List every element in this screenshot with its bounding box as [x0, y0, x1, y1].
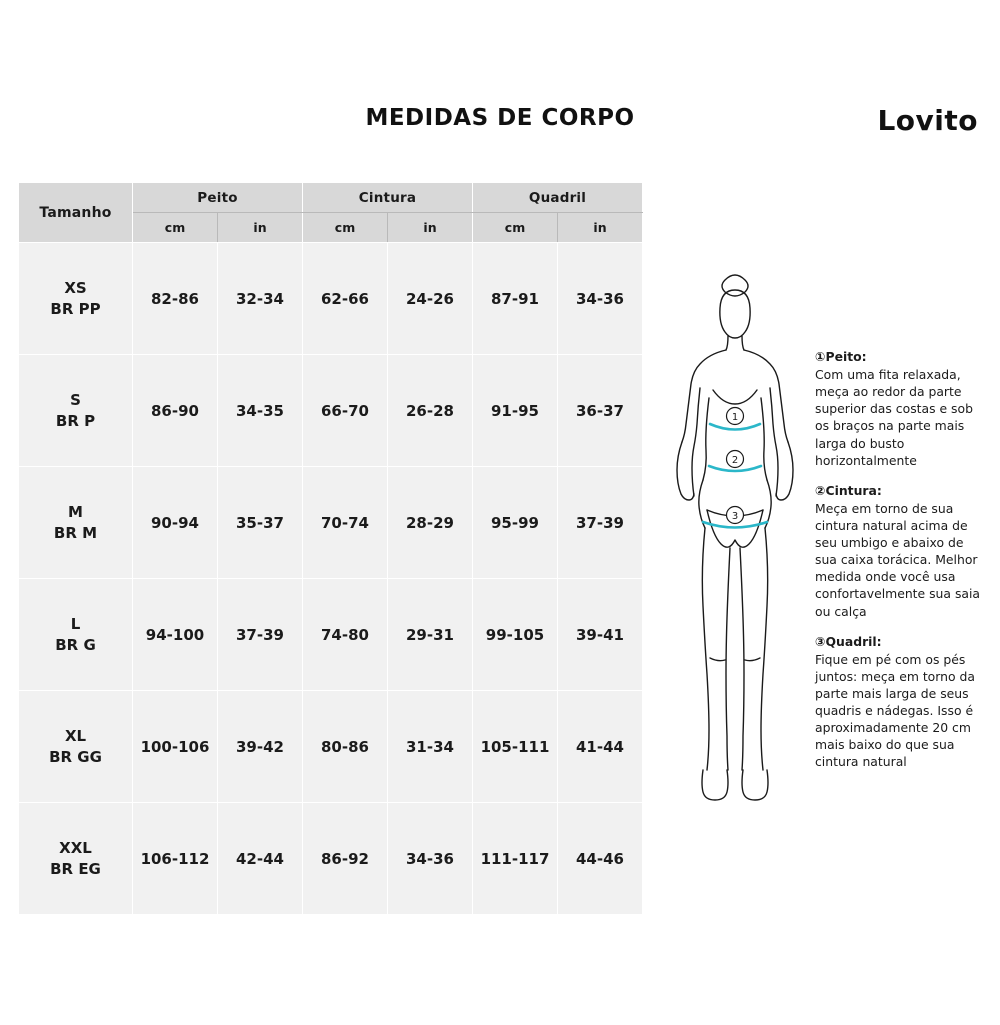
cell-waist-in: 24-26 [388, 243, 473, 355]
note-chest [815, 348, 987, 469]
marker-1-label: 1 [731, 412, 739, 423]
cell-waist-in: 31-34 [388, 691, 473, 803]
cell-chest-in: 34-35 [218, 355, 303, 467]
header-unit-waist-in: in [388, 213, 473, 243]
cell-chest-cm: 106-112 [133, 803, 218, 915]
cell-hip-cm: 91-95 [473, 355, 558, 467]
cell-chest-cm: 100-106 [133, 691, 218, 803]
note-chest-title: ①Peito: [815, 349, 867, 364]
header-unit-chest-in: in [218, 213, 303, 243]
header-unit-chest-cm: cm [133, 213, 218, 243]
cell-chest-in: 39-42 [218, 691, 303, 803]
header-size: Tamanho [19, 183, 133, 243]
cell-size [19, 243, 133, 355]
cell-size [19, 691, 133, 803]
table-row [19, 243, 643, 355]
header-group-chest: Peito [133, 183, 303, 213]
cell-chest-in: 37-39 [218, 579, 303, 691]
cell-hip-cm: 99-105 [473, 579, 558, 691]
cell-chest-in: 32-34 [218, 243, 303, 355]
note-hip-body: Fique em pé com os pés juntos: meça em torno da parte mais larga de seus quadris e nádegas. Isso é aproximadamente 20 cm mais baixo do que sua cintura natural [815, 651, 975, 770]
header-unit-waist-cm: cm [303, 213, 388, 243]
cell-hip-in: 37-39 [558, 467, 643, 579]
cell-chest-cm: 90-94 [133, 467, 218, 579]
note-chest-body: Com uma fita relaxada, meça ao redor da parte superior das costas e sob os braços na parte mais larga do busto horizontalmente [815, 367, 973, 468]
table-row [19, 691, 643, 803]
figure-markers [655, 258, 815, 848]
header-unit-hip-in: in [558, 213, 643, 243]
cell-hip-cm: 87-91 [473, 243, 558, 355]
marker-3-label: 3 [731, 511, 739, 522]
cell-waist-cm: 62-66 [303, 243, 388, 355]
cell-waist-in: 28-29 [388, 467, 473, 579]
note-hip-title: ③Quadril: [815, 633, 882, 649]
cell-waist-cm: 86-92 [303, 803, 388, 915]
cell-size [19, 579, 133, 691]
cell-hip-in: 44-46 [558, 803, 643, 915]
cell-size [19, 355, 133, 467]
size-chart-table [18, 182, 643, 915]
cell-chest-in: 35-37 [218, 467, 303, 579]
size-label-br: BR M [53, 523, 98, 542]
size-label-primary: XXL [59, 839, 92, 858]
table-header-group-row [19, 183, 643, 213]
brand-logo: Lovito [877, 104, 978, 137]
header-group-hip: Quadril [473, 183, 643, 213]
cell-hip-cm: 95-99 [473, 467, 558, 579]
size-label-primary: XS [64, 279, 87, 298]
cell-chest-cm: 86-90 [133, 355, 218, 467]
cell-chest-cm: 82-86 [133, 243, 218, 355]
header-unit-hip-cm: cm [473, 213, 558, 243]
cell-waist-in: 29-31 [388, 579, 473, 691]
size-label-br: BR PP [50, 299, 101, 318]
cell-size [19, 803, 133, 915]
cell-waist-in: 34-36 [388, 803, 473, 915]
note-waist [815, 482, 987, 620]
size-label-br: BR EG [50, 859, 101, 878]
size-label-primary: XL [64, 727, 87, 746]
cell-hip-cm: 111-117 [473, 803, 558, 915]
cell-hip-in: 36-37 [558, 355, 643, 467]
cell-waist-cm: 70-74 [303, 467, 388, 579]
size-label-br: BR G [55, 635, 96, 654]
header-group-waist: Cintura [303, 183, 473, 213]
page-title: MEDIDAS DE CORPO [365, 105, 635, 131]
cell-size [19, 467, 133, 579]
size-label-primary: M [68, 503, 83, 522]
size-label-br: BR GG [49, 747, 102, 766]
note-waist-title: ②Cintura: [815, 482, 882, 498]
cell-chest-in: 42-44 [218, 803, 303, 915]
cell-waist-cm: 66-70 [303, 355, 388, 467]
note-waist-body: Meça em torno de sua cintura natural acima de seu umbigo e abaixo de sua caixa torácica. Melhor medida onde você usa confortavelmente sua saia ou calça [815, 500, 981, 619]
size-label-br: BR P [55, 411, 96, 430]
body-figure [655, 258, 815, 848]
cell-hip-cm: 105-111 [473, 691, 558, 803]
cell-hip-in: 39-41 [558, 579, 643, 691]
cell-chest-cm: 94-100 [133, 579, 218, 691]
cell-waist-cm: 74-80 [303, 579, 388, 691]
table-row [19, 355, 643, 467]
cell-waist-in: 26-28 [388, 355, 473, 467]
table-row [19, 467, 643, 579]
size-label-primary: S [70, 391, 81, 410]
cell-waist-cm: 80-86 [303, 691, 388, 803]
table-row [19, 803, 643, 915]
note-hip [815, 633, 987, 771]
cell-hip-in: 41-44 [558, 691, 643, 803]
marker-2-label: 2 [731, 455, 739, 466]
measurement-instructions [815, 348, 987, 784]
table-row [19, 579, 643, 691]
cell-hip-in: 34-36 [558, 243, 643, 355]
size-label-primary: L [70, 615, 81, 634]
